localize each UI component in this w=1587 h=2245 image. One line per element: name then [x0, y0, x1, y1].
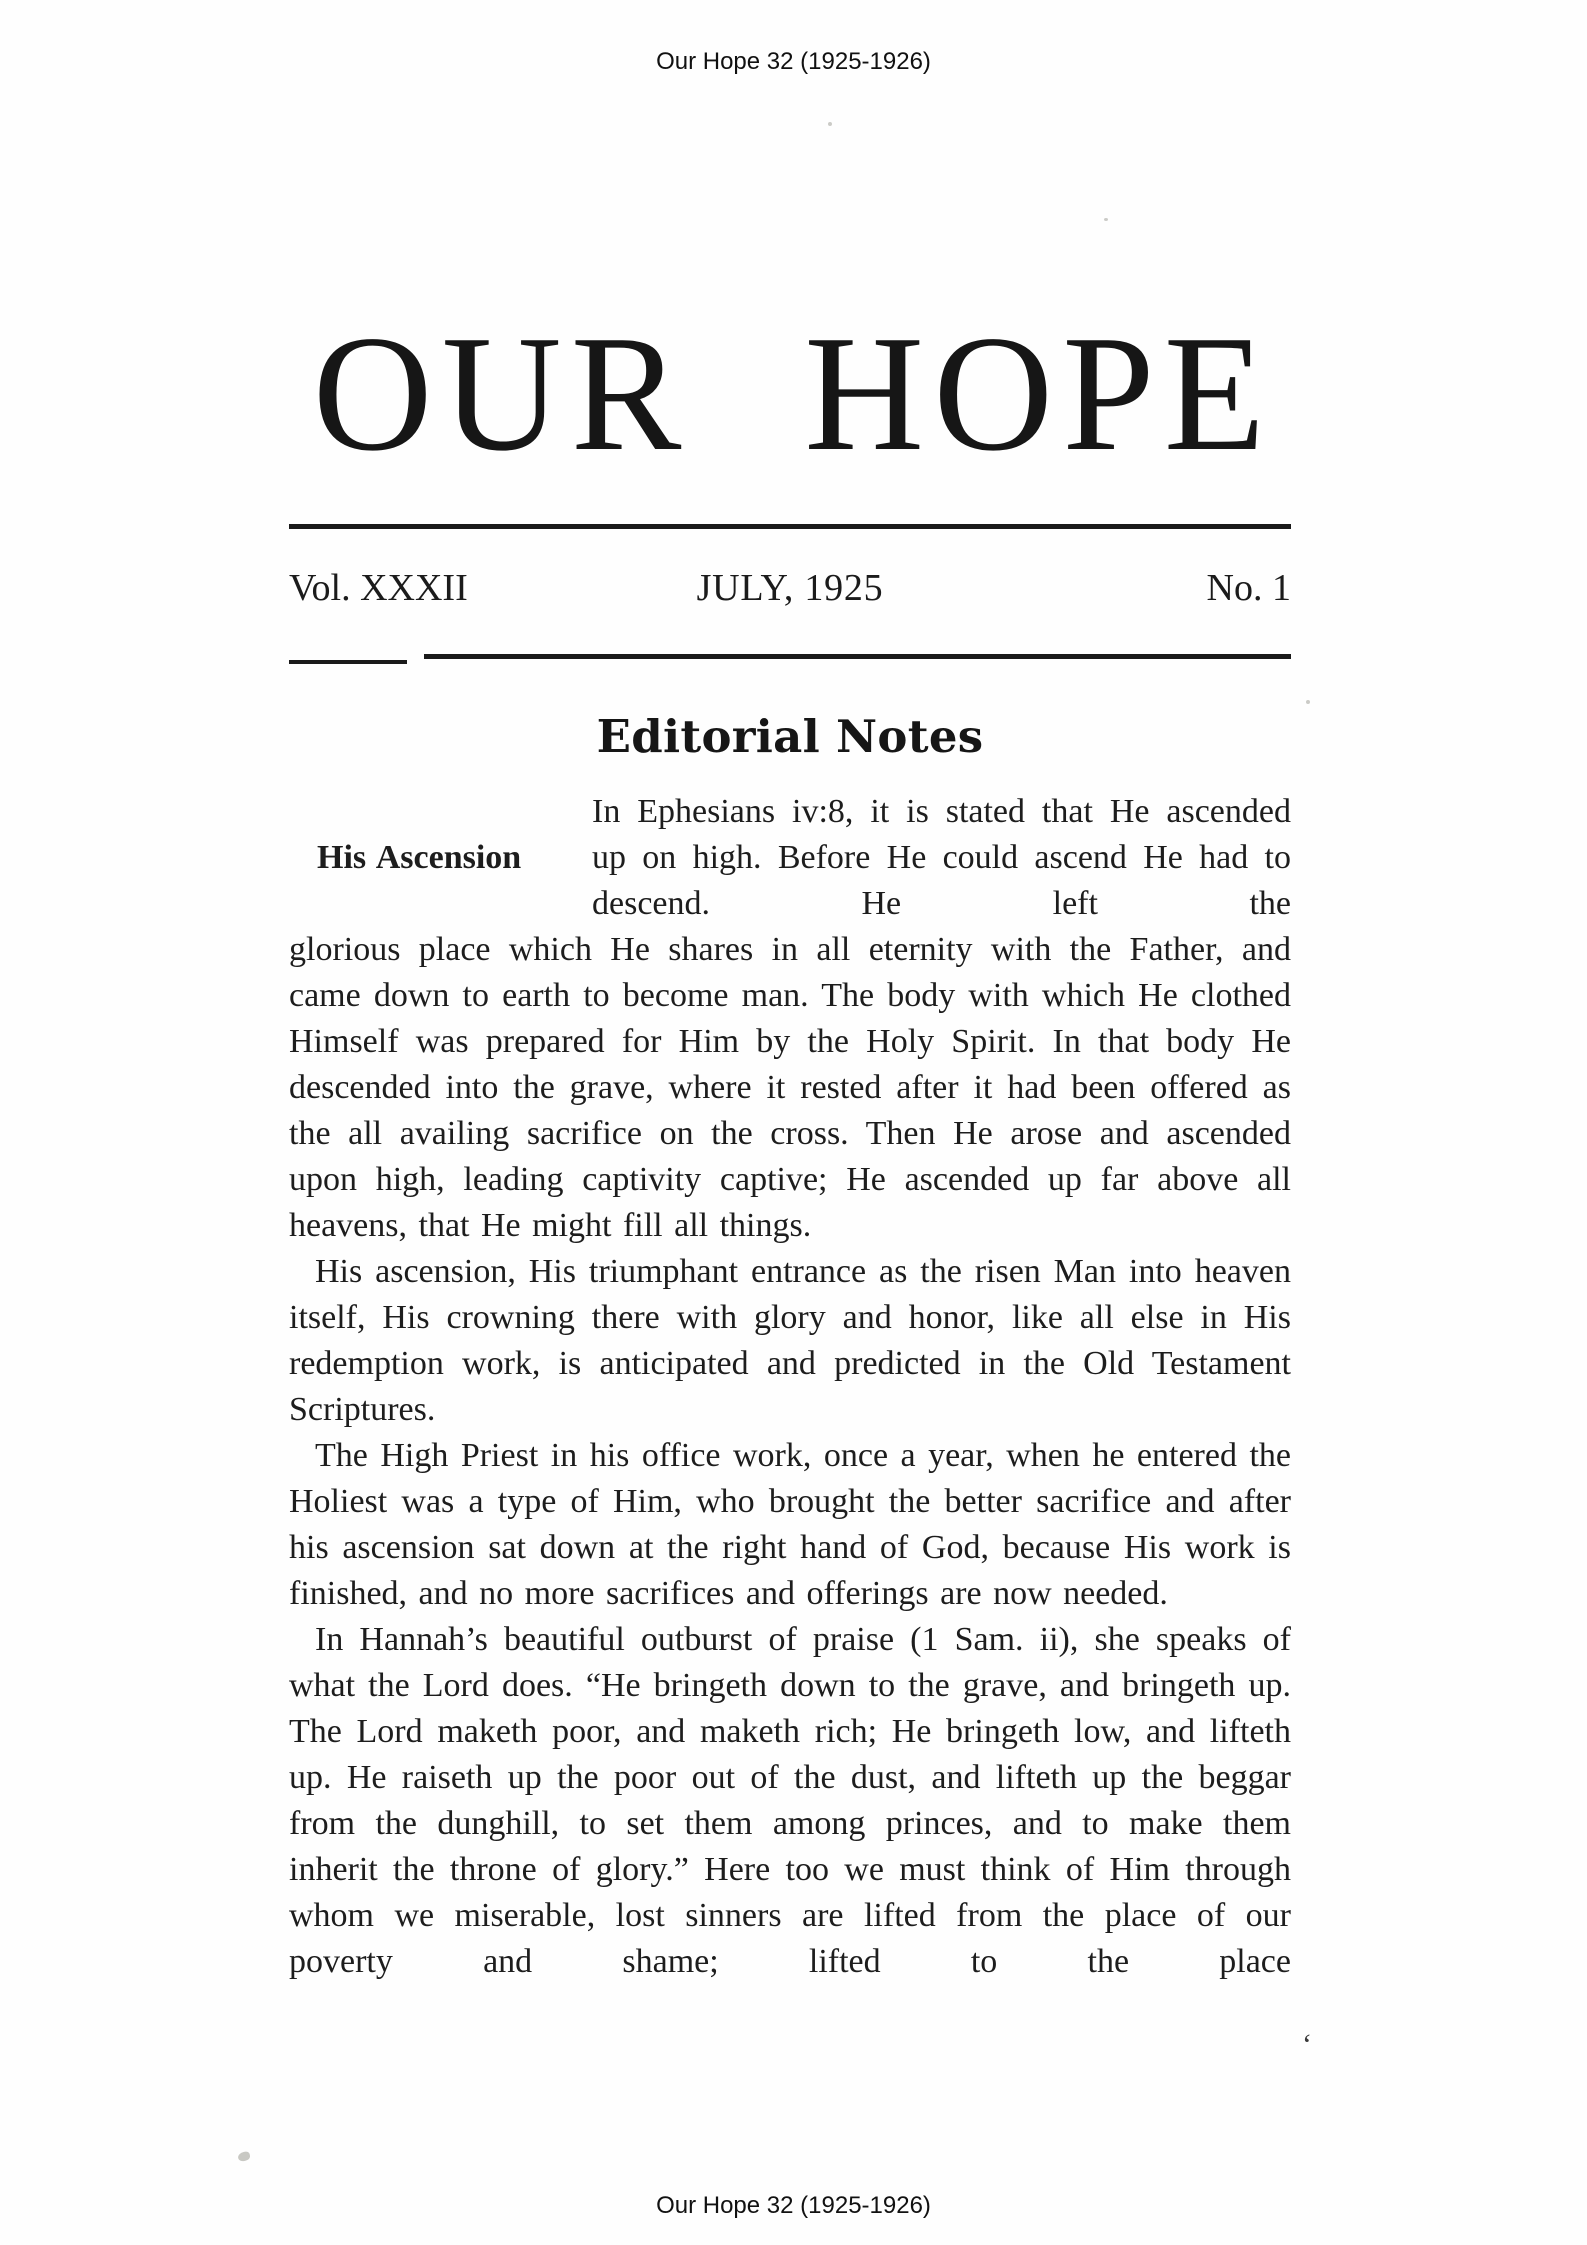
scan-speck — [1104, 218, 1108, 221]
article-body — [289, 789, 1291, 1985]
issue-date: JULY, 1925 — [696, 567, 884, 609]
article-heading: Editorial Notes — [596, 710, 984, 763]
paragraph-hannah-praise: In Hannah’s beautiful outburst of praise (1 Sam. ii), she speaks of what the Lord does. “He bringeth down to the grave, and bringeth up. The Lord maketh poor, and maketh rich; He bringeth low, and lifteth up. He raiseth up the poor out of the dust, and lifteth up the beggar from the dunghill, to set them among princes, and to make them inherit the throne of glory.” Here too we must think of Him through whom we miserable, lost sinners are lifted from the place of our poverty and shame; lifted to the place — [289, 1621, 1291, 1980]
paragraph-ascension-predicted: His ascension, His triumphant entrance as the risen Man into heaven itself, His crowning there with glory and honor, like all else in His redemption work, is anticipated and predicted in the Old Testament Scriptures. — [289, 1253, 1291, 1428]
publication-title: OUR HOPE — [312, 301, 1275, 485]
paragraph-his-ascension-continuation: glorious place which He shares in all eternity with the Father, and came down to earth to become man. The body with which He clothed Himself was prepared for Him by the Holy Spirit. In that body He descended into the grave, where it rested after it had been offered as the all availing sacrifice on the cross. Then He arose and ascended upon high, leading captivity captive; He ascended up far above all heavens, that He might fill all things. — [289, 931, 1291, 1244]
scan-speck — [828, 122, 832, 126]
issue-rule-left-segment — [289, 660, 407, 664]
article — [289, 710, 1291, 1985]
issue-info-line — [289, 566, 1291, 610]
issue-number: No. 1 — [1206, 567, 1291, 609]
issue-rule-right-segment — [424, 654, 1291, 659]
paragraph-his-ascension — [289, 789, 1291, 1249]
masthead-rule-top — [289, 524, 1291, 529]
paragraph-his-ascension-lead: In Ephesians iv:8, it is stated that He ascended up on high. Before He could ascend He had to descend. He left the — [592, 793, 1291, 922]
sidehead-his-ascension: His Ascension — [317, 839, 522, 876]
scan-speck — [1306, 700, 1310, 704]
volume-label: Vol. XXXII — [289, 567, 468, 609]
scan-artifact-stray-quote: ‘ — [1302, 2028, 1312, 2061]
scan-footer-caption: Our Hope 32 (1925-1926) — [656, 2192, 931, 2219]
paragraph-high-priest: The High Priest in his office work, once a year, when he entered the Holiest was a type of Him, who brought the better sacrifice and after his ascension sat down at the right hand of God, because His work is finished, and no more sacrifices and offerings are now needed. — [289, 1437, 1291, 1612]
scan-smudge — [237, 2151, 251, 2162]
scan-header-caption: Our Hope 32 (1925-1926) — [656, 48, 931, 75]
